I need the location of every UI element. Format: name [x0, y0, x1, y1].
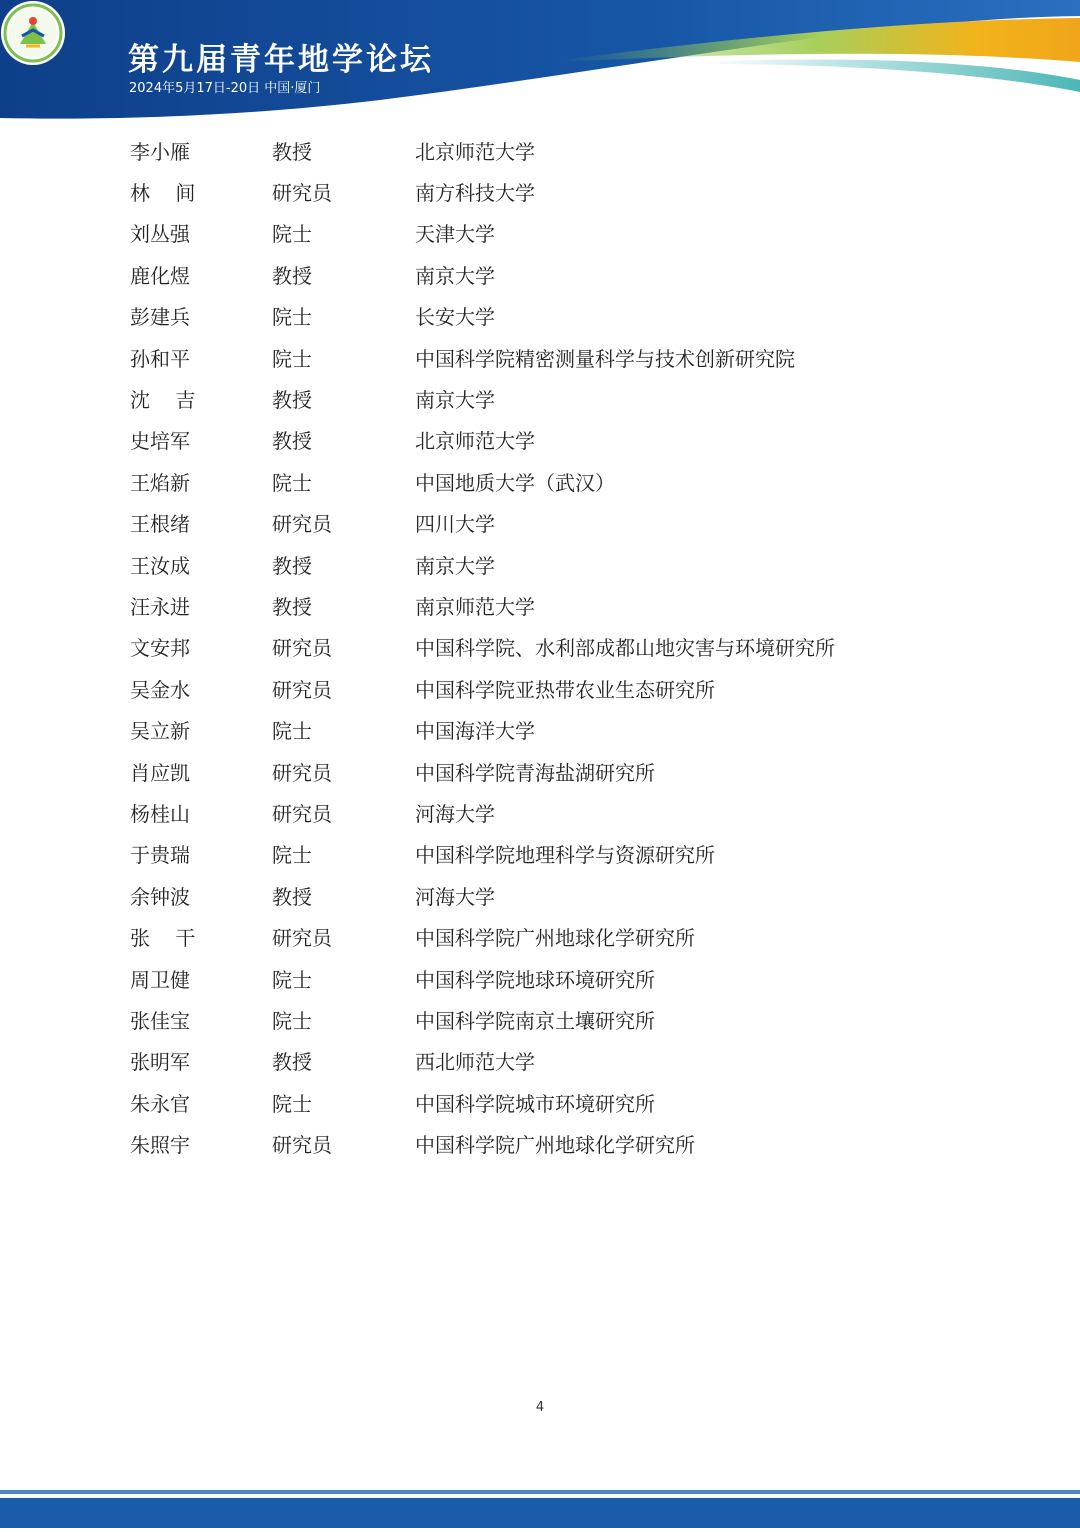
- list-row: [130, 917, 950, 958]
- person-institution: 中国科学院城市环境研究所: [415, 1091, 655, 1116]
- person-institution: 北京师范大学: [415, 429, 535, 454]
- list-row: [130, 1000, 950, 1041]
- person-name: 刘丛强: [130, 222, 190, 247]
- person-name: 王根绪: [130, 512, 190, 537]
- person-name: 孙和平: [130, 346, 190, 371]
- person-institution: 中国科学院、水利部成都山地灾害与环境研究所: [415, 636, 835, 661]
- person-name: 吴立新: [130, 719, 190, 744]
- list-row: [130, 876, 950, 917]
- list-row: [130, 131, 950, 172]
- person-institution: 南京大学: [415, 388, 495, 413]
- person-name: 鹿化煜: [130, 263, 190, 288]
- person-title: 研究员: [272, 512, 332, 537]
- person-title: 院士: [272, 222, 312, 247]
- person-name: 张明军: [130, 1050, 190, 1075]
- person-institution: 河海大学: [415, 801, 495, 826]
- list-row: [130, 835, 950, 876]
- person-title: 教授: [272, 263, 312, 288]
- person-institution: 河海大学: [415, 884, 495, 909]
- person-institution: 北京师范大学: [415, 139, 535, 164]
- list-row: [130, 172, 950, 213]
- person-institution: 中国地质大学（武汉）: [415, 470, 615, 495]
- person-title: 院士: [272, 470, 312, 495]
- person-institution: 中国科学院广州地球化学研究所: [415, 1133, 695, 1158]
- person-name: 王焰新: [130, 470, 190, 495]
- person-institution: 中国科学院南京土壤研究所: [415, 1008, 655, 1033]
- person-name: 彭建兵: [130, 305, 190, 330]
- person-name: 汪永进: [130, 594, 190, 619]
- person-institution: 中国科学院青海盐湖研究所: [415, 760, 655, 785]
- list-row: [130, 1124, 950, 1165]
- person-title: 院士: [272, 719, 312, 744]
- forum-date-location: 2024年5月17日-20日 中国·厦门: [129, 81, 321, 96]
- person-title: 教授: [272, 1050, 312, 1075]
- person-title: 院士: [272, 346, 312, 371]
- person-title: 研究员: [272, 926, 332, 951]
- person-institution: 中国科学院地理科学与资源研究所: [415, 843, 715, 868]
- person-name: 周卫健: [130, 967, 190, 992]
- list-row: [130, 959, 950, 1000]
- list-row: [130, 628, 950, 669]
- person-institution: 南方科技大学: [415, 181, 535, 206]
- list-row: [130, 297, 950, 338]
- page-footer: [0, 1490, 1080, 1528]
- person-institution: 西北师范大学: [415, 1050, 535, 1075]
- person-name: 杨桂山: [130, 801, 190, 826]
- list-row: [130, 504, 950, 545]
- person-institution: 南京大学: [415, 553, 495, 578]
- expert-list: [130, 131, 950, 1166]
- list-row: [130, 586, 950, 627]
- person-name: 文安邦: [130, 636, 190, 661]
- person-name: 吴金水: [130, 677, 190, 702]
- person-title: 研究员: [272, 760, 332, 785]
- list-row: [130, 462, 950, 503]
- person-title: 院士: [272, 1091, 312, 1116]
- person-name: 王汝成: [130, 553, 190, 578]
- list-row: [130, 255, 950, 296]
- page-number: 4: [535, 1400, 545, 1415]
- list-row: [130, 1083, 950, 1124]
- list-row: [130, 214, 950, 255]
- person-institution: 长安大学: [415, 305, 495, 330]
- person-institution: 中国科学院精密测量科学与技术创新研究院: [415, 346, 795, 371]
- person-institution: 中国科学院地球环境研究所: [415, 967, 655, 992]
- person-title: 教授: [272, 429, 312, 454]
- person-name: 朱照宇: [130, 1133, 190, 1158]
- person-title: 研究员: [272, 677, 332, 702]
- person-name: 沈 吉: [130, 388, 196, 413]
- person-name: 李小雁: [130, 139, 190, 164]
- person-institution: 南京大学: [415, 263, 495, 288]
- person-title: 教授: [272, 594, 312, 619]
- person-institution: 四川大学: [415, 512, 495, 537]
- person-institution: 天津大学: [415, 222, 495, 247]
- list-row: [130, 545, 950, 586]
- footer-band: [0, 1490, 1080, 1528]
- person-title: 院士: [272, 305, 312, 330]
- list-row: [130, 379, 950, 420]
- person-title: 教授: [272, 884, 312, 909]
- person-name: 肖应凯: [130, 760, 190, 785]
- person-title: 院士: [272, 1008, 312, 1033]
- forum-title: 第九届青年地学论坛: [128, 42, 434, 78]
- person-title: 研究员: [272, 1133, 332, 1158]
- person-name: 张佳宝: [130, 1008, 190, 1033]
- list-row: [130, 338, 950, 379]
- person-institution: 中国科学院亚热带农业生态研究所: [415, 677, 715, 702]
- list-row: [130, 1042, 950, 1083]
- person-title: 院士: [272, 967, 312, 992]
- forum-logo: [0, 0, 66, 66]
- person-title: 教授: [272, 388, 312, 413]
- person-name: 于贵瑞: [130, 843, 190, 868]
- person-title: 研究员: [272, 636, 332, 661]
- person-name: 朱永官: [130, 1091, 190, 1116]
- person-title: 研究员: [272, 181, 332, 206]
- page-header: [0, 0, 1080, 140]
- person-name: 林 间: [130, 181, 196, 206]
- person-title: 教授: [272, 553, 312, 578]
- list-row: [130, 421, 950, 462]
- person-institution: 南京师范大学: [415, 594, 535, 619]
- list-row: [130, 710, 950, 751]
- person-institution: 中国海洋大学: [415, 719, 535, 744]
- list-row: [130, 793, 950, 834]
- person-title: 院士: [272, 843, 312, 868]
- person-title: 研究员: [272, 801, 332, 826]
- person-name: 史培军: [130, 429, 190, 454]
- list-row: [130, 669, 950, 710]
- person-name: 余钟波: [130, 884, 190, 909]
- person-name: 张 干: [130, 926, 196, 951]
- list-row: [130, 752, 950, 793]
- person-title: 教授: [272, 139, 312, 164]
- person-institution: 中国科学院广州地球化学研究所: [415, 926, 695, 951]
